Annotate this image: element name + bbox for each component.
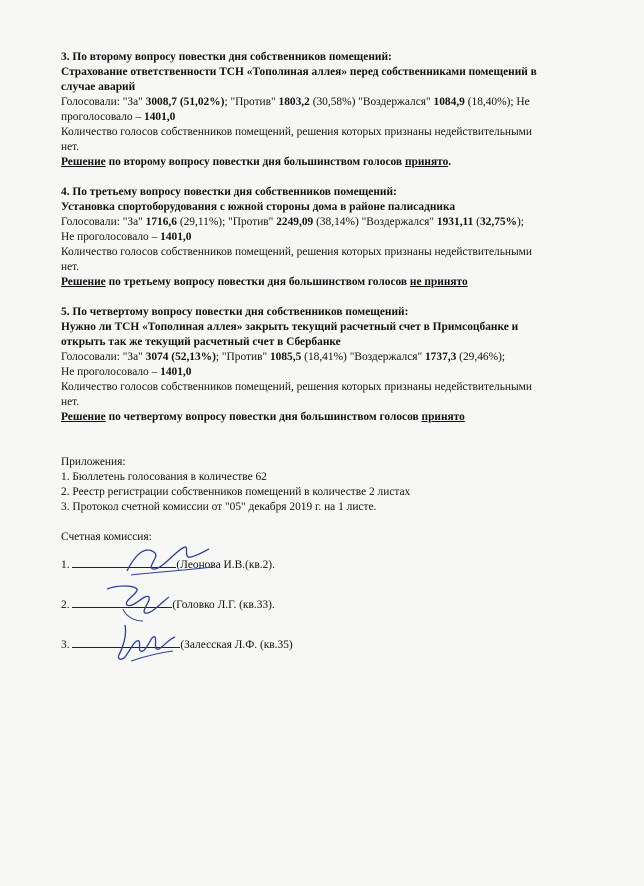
question-5-decision [61,410,609,425]
question-4-decision [61,275,609,290]
votes-against-pct: (18,41%) "Воздержался" [301,351,425,363]
question-5-votes [61,350,609,365]
member-number: 1. [61,559,73,571]
question-4-invalid-line1: Количество голосов собственников помещений, решения которых признаны недействительными [61,246,532,258]
not-voted-label: Не проголосовало – [61,366,161,378]
votes-abstain-pct: 32,75% [479,216,517,228]
question-3-topic-line1: Страхование ответственности ТСН «Тополиная аллея» перед собственниками помещений в [61,66,537,78]
votes-against: 1085,5 [269,351,302,363]
votes-abstain-pct: (29,46%); [456,351,506,363]
question-4-heading: 4. По третьему вопросу повестки дня собственников помещений: [61,186,397,198]
decision-result: принято [421,411,465,423]
member-number: 3. [61,639,73,651]
member-name: (Залесская Л.Ф. (кв.35) [180,639,293,651]
question-5-invalid-line2: нет. [61,396,80,408]
decision-word: Решение [61,156,106,168]
votes-for: 1716,6 [145,216,177,228]
decision-result: не принято [409,276,468,288]
question-3-heading: 3. По второму вопросу повестки дня собственников помещений: [61,51,392,63]
votes-against-pct: (30,58%) "Воздержался" [309,96,434,108]
attachment-item-1: 1. Бюллетень голосования в количестве 62 [61,471,267,483]
attachments-title: Приложения: [61,456,126,468]
votes-abstain: 1737,3 [424,351,457,363]
votes-against-pct: (38,14%) "Воздержался" [313,216,437,228]
votes-against: 1803,2 [278,96,310,108]
not-voted-value: 1401,0 [160,231,192,243]
question-5-not-voted [61,365,609,380]
votes-abstain-pct: (18,40%); Не [464,96,530,108]
attachments-section [61,455,609,515]
attachment-item-3: 3. Протокол счетной комиссии от "05" декабря 2019 г. на 1 листе. [61,501,377,513]
question-3-votes [61,95,609,110]
decision-text: по третьему вопросу повестки дня большинством голосов [105,276,410,288]
question-3-section [61,50,609,170]
question-5-heading: 5. По четвертому вопросу повестки дня собственников помещений: [61,306,409,318]
decision-text: по четвертому вопросу повестки дня большинством голосов [105,411,422,423]
question-3-topic-line2: случае аварий [61,81,136,93]
decision-result: принято [404,156,449,168]
question-4-invalid-line2: нет. [61,261,80,273]
signature-1-icon [117,541,217,581]
decision-text: по второму вопросу повестки дня большинством голосов [105,156,405,168]
question-3-not-voted [61,110,609,125]
votes-abstain: 1084,9 [433,96,465,108]
commission-title: Счетная комиссия: [61,531,152,543]
pct-close: ); [516,216,524,228]
votes-for-pct: (51,02%) [179,96,225,108]
question-4-not-voted [61,230,609,245]
decision-word: Решение [61,411,106,423]
question-5-invalid-line1: Количество голосов собственников помещений, решения которых признаны недействительными [61,381,532,393]
votes-for-pct: (29,11%); "Против" [176,216,277,228]
votes-against: 2249,09 [276,216,314,228]
document-body [61,50,609,665]
question-3-invalid-line1: Количество голосов собственников помещений, решения которых признаны недействительными [61,126,532,138]
votes-for: 3008,7 [145,96,177,108]
question-3-decision [61,155,609,170]
member-name: (Леонова И.В.(кв.2). [176,559,275,571]
votes-against-label: ; "Против" [215,351,270,363]
question-5-section [61,305,609,425]
decision-end: . [448,156,452,168]
votes-against-label: ; "Против" [224,96,279,108]
member-number: 2. [61,599,73,611]
signature-3-icon [95,617,185,667]
decision-word: Решение [61,276,106,288]
attachment-item-2: 2. Реестр регистрации собственников помещений в количестве 2 листах [61,486,411,498]
not-voted-label: Не проголосовало – [61,231,161,243]
votes-label: Голосовали: "За" [61,96,146,108]
question-5-topic-line2: открыть так же текущий расчетный счет в Сбербанке [61,336,341,348]
votes-for-pct: (52,13%) [168,351,216,363]
question-5-topic-line1: Нужно ли ТСН «Тополиная аллея» закрыть текущий расчетный счет в Примсоцбанке и [61,321,519,333]
question-4-section [61,185,609,290]
commission-section [61,530,609,665]
not-voted-value: 1401,0 [160,366,192,378]
question-4-topic-line1: Установка спортоборудования с южной стороны дома в районе палисадника [61,201,456,213]
not-voted-value: 1401,0 [144,111,176,123]
votes-label: Голосовали: "За" [61,351,146,363]
pct-open: ( [473,216,480,228]
question-3-invalid-line2: нет. [61,141,80,153]
member-name: (Головко Л.Г. (кв.33). [172,599,275,611]
commission-member-3 [61,635,609,665]
not-voted-label: проголосовало – [61,111,144,123]
votes-label: Голосовали: "За" [61,216,146,228]
votes-abstain: 1931,11 [436,216,474,228]
question-4-votes [61,215,609,230]
votes-for: 3074 [145,351,169,363]
